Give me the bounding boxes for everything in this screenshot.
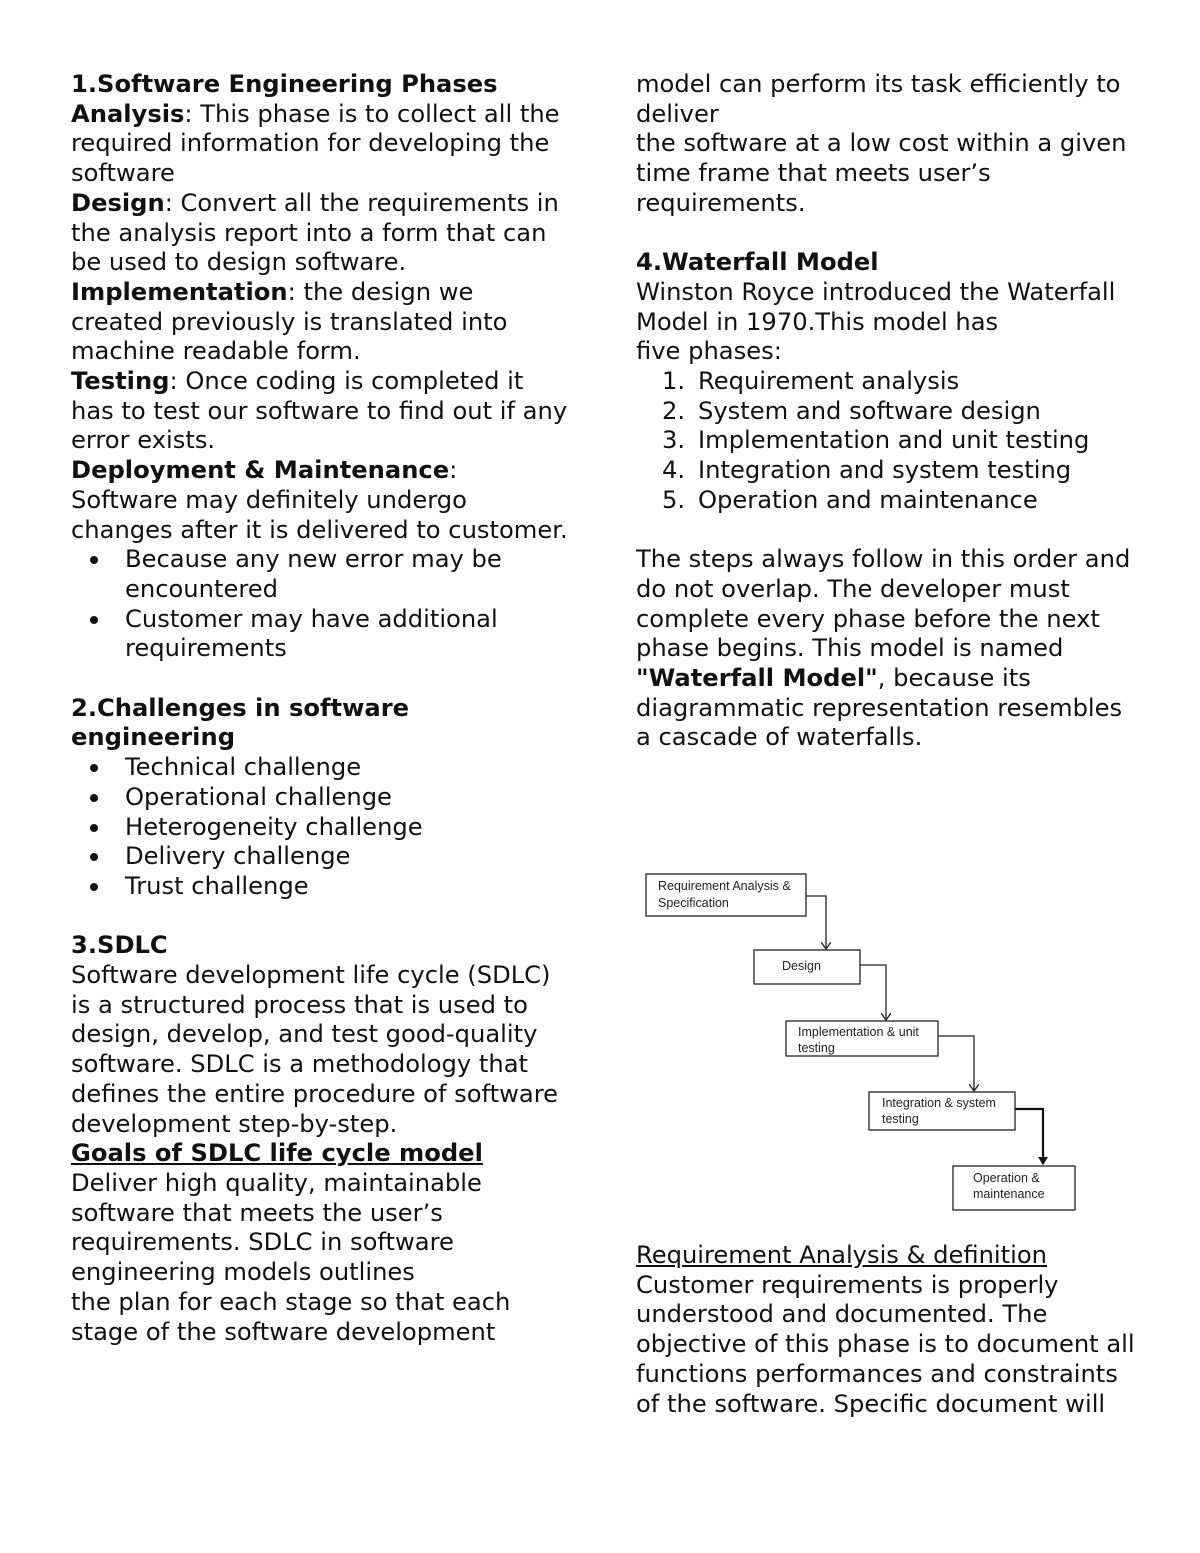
implementation-label: Implementation — [71, 277, 288, 306]
steps-text-2: phase begins. This model is named "Waterfall Model", because its diagrammatic representation resembles — [636, 634, 1123, 722]
continued-text-1: model can perform its task efficiently to deliver — [636, 70, 1121, 128]
analysis-label: Analysis — [71, 99, 185, 128]
list-item: 1. Requirement analysis — [662, 367, 960, 396]
steps-text-1: The steps always follow in this order and do not overlap. The developer must complete every phase before the next — [636, 545, 1131, 633]
svg-text:testing: testing — [798, 1041, 835, 1055]
svg-text:Requirement Analysis &: Requirement Analysis & — [658, 879, 791, 893]
design-text: : Convert all the requirements in the analysis report into a form that can be used to design software. — [71, 188, 559, 277]
list-item: Customer may have additional requirements — [71, 605, 571, 664]
left-column — [71, 70, 571, 1347]
diagram-arrow — [1015, 1109, 1043, 1164]
diagram-box-implementation — [786, 1021, 938, 1056]
diagram-box-design — [754, 950, 860, 984]
list-item: Delivery challenge — [71, 842, 571, 872]
goals-title: Goals of SDLC life cycle model — [71, 1139, 483, 1168]
list-item: Heterogeneity challenge — [71, 813, 571, 843]
waterfall-model-quote: "Waterfall Model" — [636, 664, 878, 693]
section-4-title: 4.Waterfall Model — [636, 248, 879, 277]
diagram-arrow — [806, 896, 826, 949]
requirement-text-1: Customer requirements is properly understood and documented. The objective of this phase is to document all — [636, 1270, 1135, 1359]
svg-text:Integration & system: Integration & system — [882, 1096, 996, 1110]
diagram-arrow — [938, 1036, 974, 1091]
testing-label: Testing — [71, 367, 170, 396]
requirement-section — [636, 1241, 1136, 1419]
requirement-text-2: functions performances and constraints of the software. Specific document will — [636, 1359, 1118, 1418]
list-item: 4. Integration and system testing — [662, 456, 1072, 485]
steps-text-3: a cascade of waterfalls. — [636, 723, 923, 752]
testing-paragraph — [71, 367, 571, 456]
sdlc-text-1: Software development life cycle (SDLC) is a structured process that is used to design, develop, and test good-quality — [71, 961, 551, 1049]
waterfall-intro-1: Winston Royce introduced the Waterfall Model in 1970.This model has — [636, 277, 1116, 336]
svg-text:Specification: Specification — [658, 896, 729, 910]
design-paragraph — [71, 189, 571, 278]
list-item: Because any new error may be encountered — [71, 545, 571, 604]
waterfall-intro-2: five phases: — [636, 337, 782, 366]
diagram-box-requirement — [646, 874, 806, 916]
right-column — [636, 70, 1136, 753]
svg-text:maintenance: maintenance — [973, 1187, 1045, 1201]
list-item: Trust challenge — [71, 872, 571, 902]
diagram-arrow — [860, 965, 886, 1020]
list-item: 2. System and software design — [662, 396, 1041, 425]
phases-list — [636, 367, 1136, 516]
svg-text:testing: testing — [882, 1112, 919, 1126]
deployment-label: Deployment & Maintenance — [71, 456, 450, 485]
section-2-title: 2.Challenges in software engineering — [71, 693, 410, 752]
sdlc-text-2: software. SDLC is a methodology that defines the entire procedure of software — [71, 1050, 559, 1108]
deployment-bullets — [71, 545, 571, 664]
continued-text-2: the software at a low cost within a given time frame that meets user’s requirements. — [636, 129, 1127, 217]
testing-text: : Once coding is completed it has to test our software to find out if any error exists. — [71, 367, 568, 455]
requirement-title: Requirement Analysis & definition — [636, 1241, 1047, 1269]
waterfall-diagram — [636, 866, 1136, 1216]
design-label: Design — [71, 188, 165, 217]
svg-text:Design: Design — [782, 959, 821, 973]
section-1-title: 1.Software Engineering Phases — [71, 70, 498, 98]
diagram-box-integration — [869, 1092, 1015, 1130]
implementation-paragraph — [71, 278, 571, 367]
sdlc-text-3: development step-by-step. — [71, 1109, 398, 1138]
list-item: 3. Implementation and unit testing — [662, 426, 1090, 455]
analysis-paragraph — [71, 100, 571, 189]
list-item: Operational challenge — [71, 783, 571, 813]
analysis-text: : This phase is to collect all the required information for developing the software — [71, 99, 560, 188]
deployment-text: : Software may definitely undergo changes after it is delivered to customer. — [71, 456, 568, 544]
list-item: 5. Operation and maintenance — [662, 485, 1038, 514]
svg-text:Operation &: Operation & — [973, 1171, 1040, 1185]
deployment-paragraph — [71, 456, 571, 545]
implementation-text: : the design we created previously is translated into machine readable form. — [71, 277, 508, 366]
list-item: Technical challenge — [71, 753, 571, 783]
svg-text:Implementation & unit: Implementation & unit — [798, 1025, 919, 1039]
challenges-list — [71, 753, 571, 902]
diagram-box-operation — [953, 1166, 1075, 1210]
goals-text-1: Deliver high quality, maintainable software that meets the user’s requirements. SDLC in software engineering models outlines — [71, 1168, 482, 1287]
section-3-title: 3.SDLC — [71, 931, 168, 960]
goals-text-2: the plan for each stage so that each stage of the software development — [71, 1287, 511, 1346]
